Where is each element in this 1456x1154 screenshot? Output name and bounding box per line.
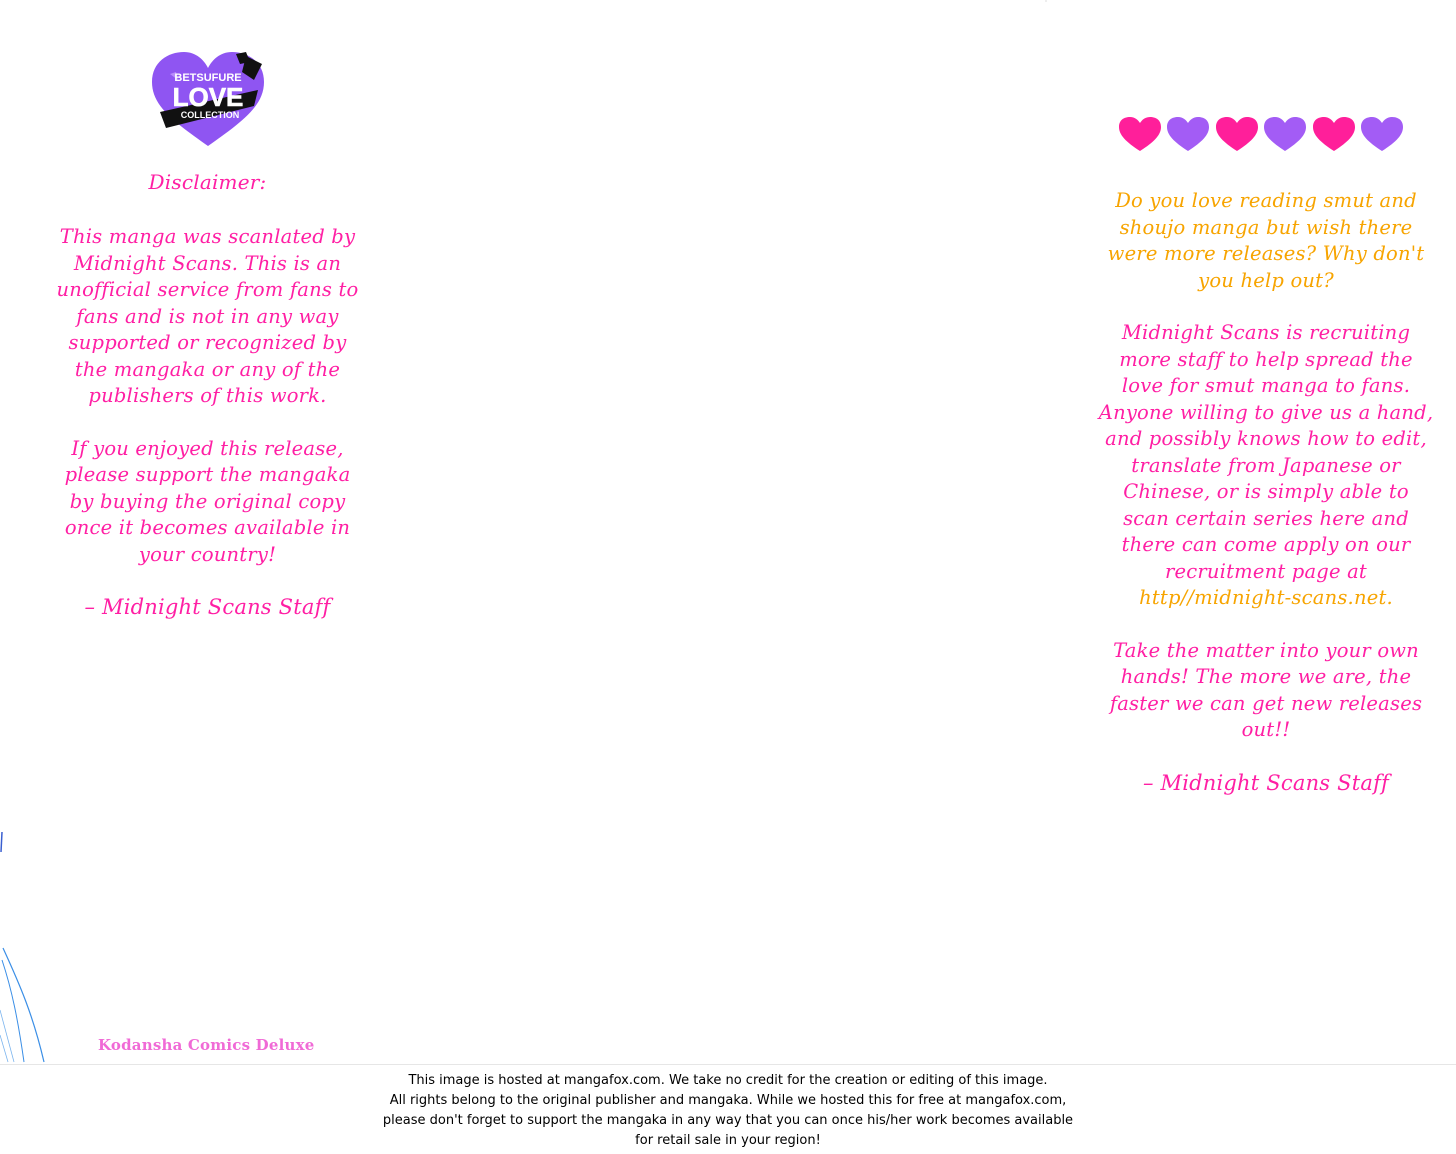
- recruit-link[interactable]: http//midnight-scans.net.: [1139, 586, 1393, 609]
- notice-line-2: All rights belong to the original publisher and mangaka. While we hosted this for free at mangafox.com,: [389, 1093, 1067, 1108]
- notice-line-3: please don't forget to support the mangaka in any way that you can once his/her work becomes available: [382, 1113, 1074, 1128]
- disclaimer-block: [55, 170, 360, 620]
- disclaimer-paragraph-2: If you enjoyed this release, please support the mangaka by buying the original copy once it becomes available in your country!: [64, 436, 351, 566]
- recruit-body: [1098, 320, 1434, 612]
- heart-icon: [1263, 116, 1307, 152]
- logo-line-1: BETSUFURE: [174, 72, 242, 84]
- hearts-row: [1118, 116, 1404, 152]
- heart-logo-icon: [150, 50, 266, 148]
- publisher-label: Kodansha Comics Deluxe: [98, 1036, 315, 1054]
- notice-line-4: for retail sale in your region!: [635, 1133, 821, 1148]
- disclaimer-paragraph-1: This manga was scanlated by Midnight Scans. This is an unofficial service from fans to fans and is not in any way supported or recognized by the mangaka or any of the publishers of this work.: [56, 225, 359, 407]
- disclaimer-signature: – Midnight Scans Staff: [84, 595, 331, 619]
- notice-line-1: This image is hosted at mangafox.com. We take no credit for the creation or editing of this image.: [408, 1073, 1048, 1088]
- heart-icon: [1166, 116, 1210, 152]
- recruit-intro: Do you love reading smut and shoujo manga but wish there were more releases? Why don't you help out?: [1107, 189, 1425, 292]
- recruit-call: Take the matter into your own hands! The more we are, the faster we can get new releases out!!: [1109, 638, 1423, 741]
- heart-icon: [1215, 116, 1259, 152]
- recruit-signature: – Midnight Scans Staff: [1142, 770, 1390, 795]
- heart-icon: [1360, 116, 1404, 152]
- logo-line-3: COLLECTION: [180, 110, 240, 120]
- hosting-notice: [0, 1064, 1456, 1154]
- disclaimer-title: Disclaimer:: [148, 170, 267, 194]
- recruit-body-text: Midnight Scans is recruiting more staff to help spread the love for smut manga to fans. Anyone willing to give us a hand, and possibly knows how to edit, translate from Japanese or Chinese, or is simply able to scan certain series here and there can come apply on our recruitment page at: [1098, 321, 1434, 583]
- betsufure-love-collection-logo: [150, 50, 266, 148]
- logo-line-2: LOVE: [172, 82, 244, 112]
- heart-icon: [1312, 116, 1356, 152]
- recruitment-block: [1098, 188, 1434, 796]
- heart-icon: [1118, 116, 1162, 152]
